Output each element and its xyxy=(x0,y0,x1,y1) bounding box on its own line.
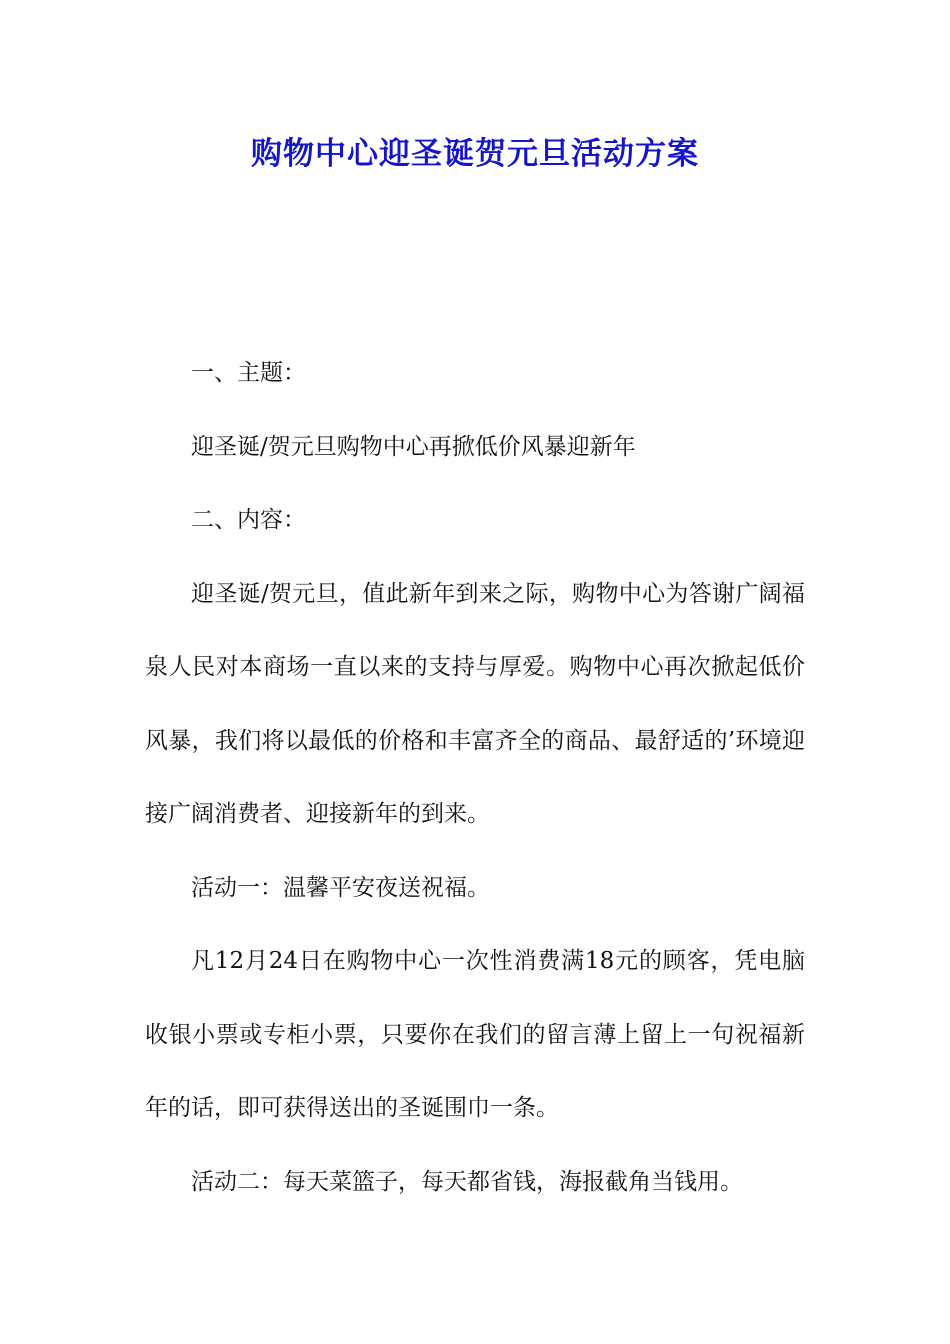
document-body xyxy=(145,337,805,1219)
section-heading-content: 二、内容： xyxy=(191,507,306,533)
content-paragraph: 迎圣诞/贺元旦，值此新年到来之际，购物中心为答谢广阔福泉人民对本商场一直以来的支持与厚爱。购物中心再次掀起低价风暴，我们将以最低的价格和丰富齐全的商品、最舒适的’环境迎接广阔消费者、迎接新年的到来。 xyxy=(145,580,805,827)
activity-one-paragraph: 凡12月24日在购物中心一次性消费满18元的顾客，凭电脑收银小票或专柜小票，只要你在我们的留言薄上留上一句祝福新年的话，即可获得送出的圣诞围巾一条。 xyxy=(145,948,805,1121)
document-title: 购物中心迎圣诞贺元旦活动方案 xyxy=(251,136,699,172)
activity-one-heading: 活动一：温馨平安夜送祝福。 xyxy=(191,874,490,901)
section-heading-theme: 一、主题： xyxy=(191,360,306,386)
activity-two-heading: 活动二：每天菜篮子，每天都省钱，海报截角当钱用。 xyxy=(191,1168,743,1195)
theme-text: 迎圣诞/贺元旦购物中心再掀低价风暴迎新年 xyxy=(191,433,636,460)
